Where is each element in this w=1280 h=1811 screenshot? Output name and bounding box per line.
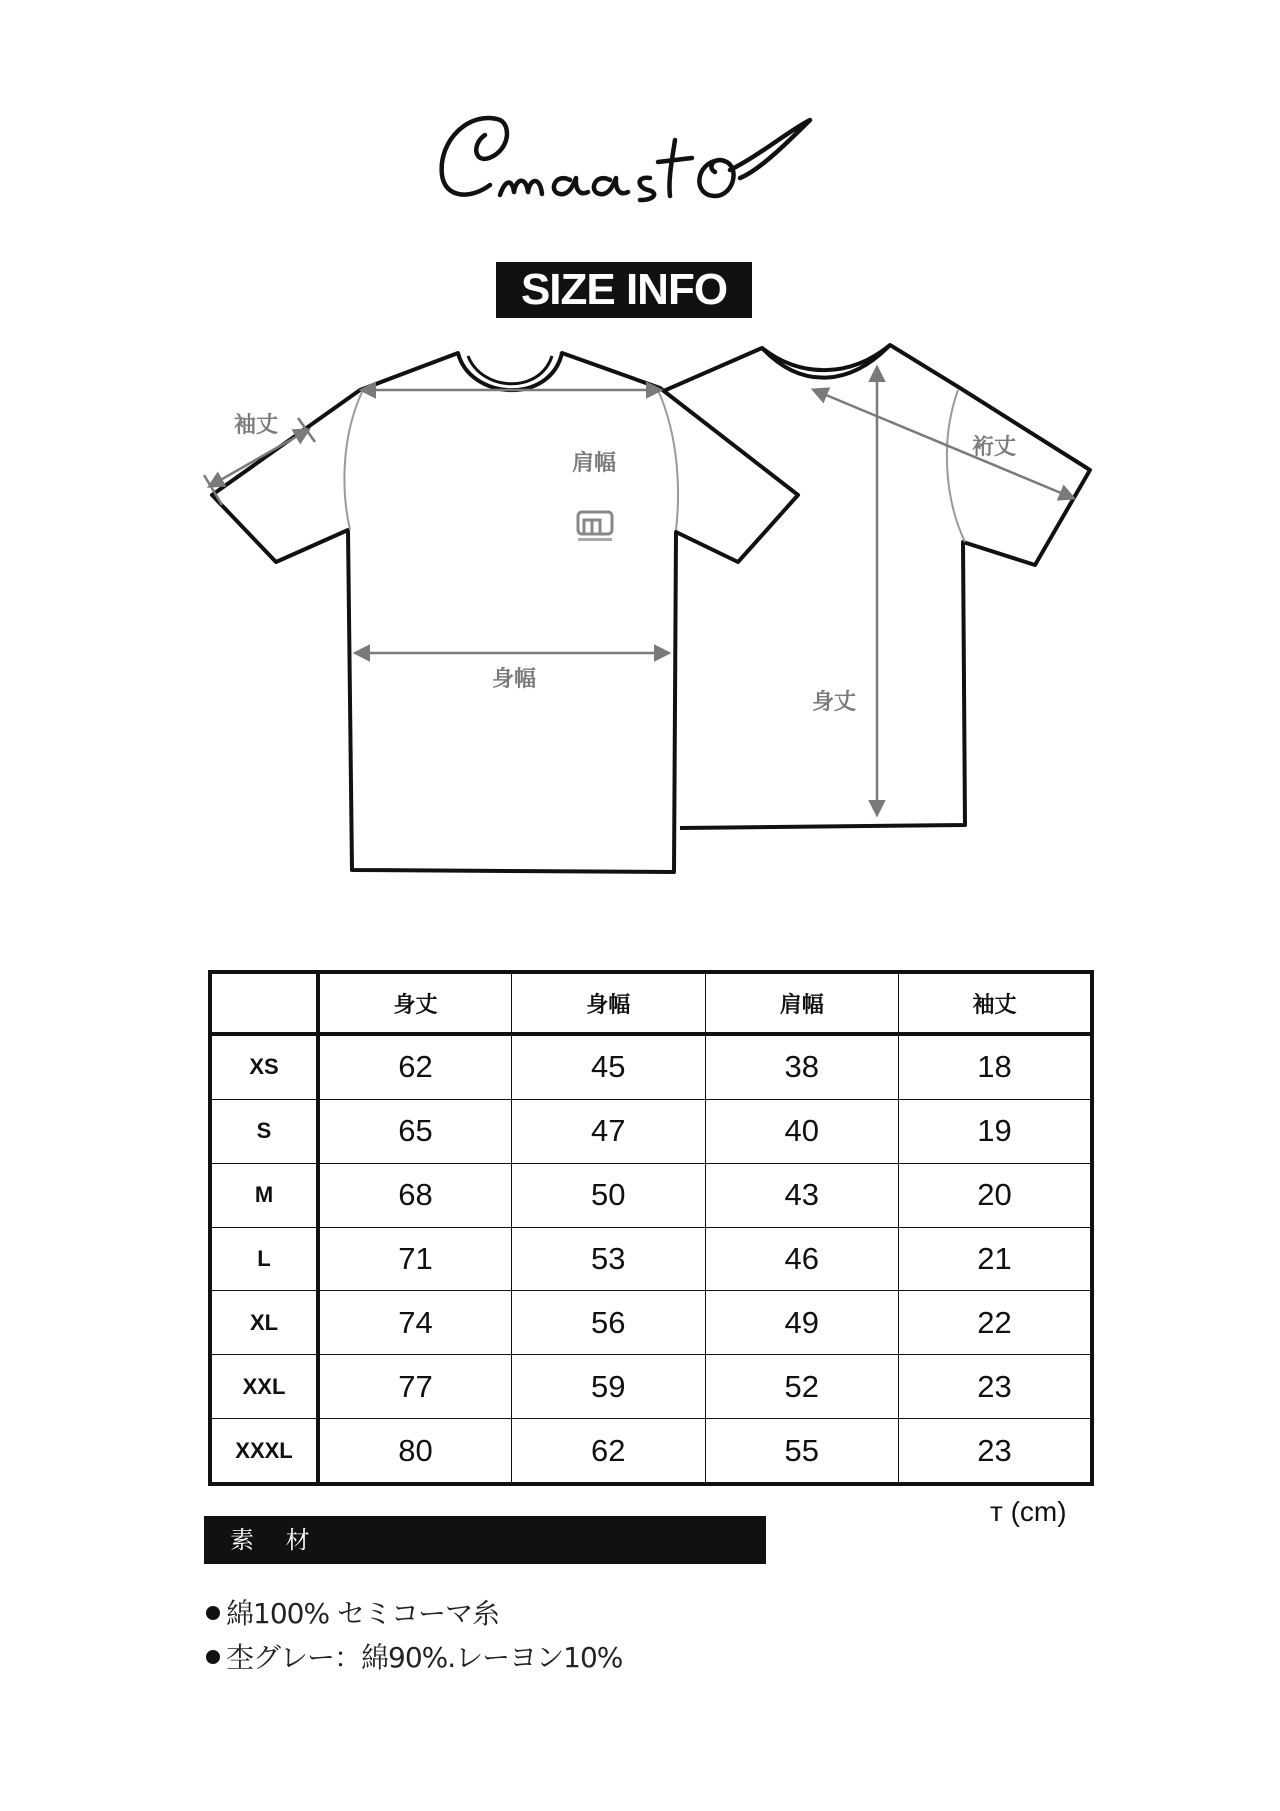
table-cell: 74 [318,1291,512,1355]
table-cell: 62 [512,1419,706,1484]
table-cell: 47 [512,1099,706,1163]
tshirt-diagram [190,330,1110,890]
sleeve-length-label: 袖丈 [234,413,279,438]
body-length-label: 身丈 [812,690,857,715]
brand-logo [430,100,830,250]
size-table [208,970,1094,1486]
shoulder-width-label: 肩幅 [572,451,617,476]
table-cell: 20 [899,1163,1093,1227]
table-cell: 43 [705,1163,899,1227]
table-header-row [210,972,1092,1034]
table-cell: 65 [318,1099,512,1163]
size-label: XXXL [210,1419,318,1484]
table-row [210,1099,1092,1163]
body-width-label: 身幅 [492,667,537,692]
material-heading: 素 材 [204,1516,766,1564]
table-cell: 53 [512,1227,706,1291]
table-cell: 23 [899,1419,1093,1484]
table-cell: 38 [705,1034,899,1099]
table-cell: 49 [705,1291,899,1355]
table-cell: 56 [512,1291,706,1355]
bullet-icon [206,1650,220,1664]
table-row [210,1355,1092,1419]
unit-note: ᴛ (cm) [990,1496,1067,1527]
table-cell: 18 [899,1034,1093,1099]
table-cell: 71 [318,1227,512,1291]
table-cell: 62 [318,1034,512,1099]
header-body-length: 身丈 [318,972,512,1034]
table-cell: 23 [899,1355,1093,1419]
table-row [210,1419,1092,1484]
bullet-icon [206,1606,220,1620]
list-item [206,1592,622,1636]
table-cell: 46 [705,1227,899,1291]
size-label: L [210,1227,318,1291]
size-label: XL [210,1291,318,1355]
table-cell: 52 [705,1355,899,1419]
table-cell: 77 [318,1355,512,1419]
size-info-title: SIZE INFO [496,262,752,318]
table-cell: 68 [318,1163,512,1227]
table-row [210,1163,1092,1227]
size-label: XS [210,1034,318,1099]
table-row [210,1291,1092,1355]
material-text: 杢グレー：綿90%.レーヨン10% [226,1641,623,1674]
size-label: S [210,1099,318,1163]
table-cell: 55 [705,1419,899,1484]
header-sleeve-length: 袖丈 [899,972,1093,1034]
material-text: 綿100% セミコーマ糸 [226,1597,499,1630]
table-cell: 19 [899,1099,1093,1163]
yuki-label: 裄丈 [972,435,1017,460]
table-cell: 40 [705,1099,899,1163]
material-list [206,1592,622,1680]
table-cell: 59 [512,1355,706,1419]
table-corner [210,972,318,1034]
size-label: XXL [210,1355,318,1419]
size-label: M [210,1163,318,1227]
list-item [206,1636,622,1680]
table-row [210,1034,1092,1099]
table-cell: 80 [318,1419,512,1484]
table-cell: 22 [899,1291,1093,1355]
table-row [210,1227,1092,1291]
header-shoulder-width: 肩幅 [705,972,899,1034]
table-cell: 50 [512,1163,706,1227]
table-cell: 45 [512,1034,706,1099]
header-body-width: 身幅 [512,972,706,1034]
table-cell: 21 [899,1227,1093,1291]
